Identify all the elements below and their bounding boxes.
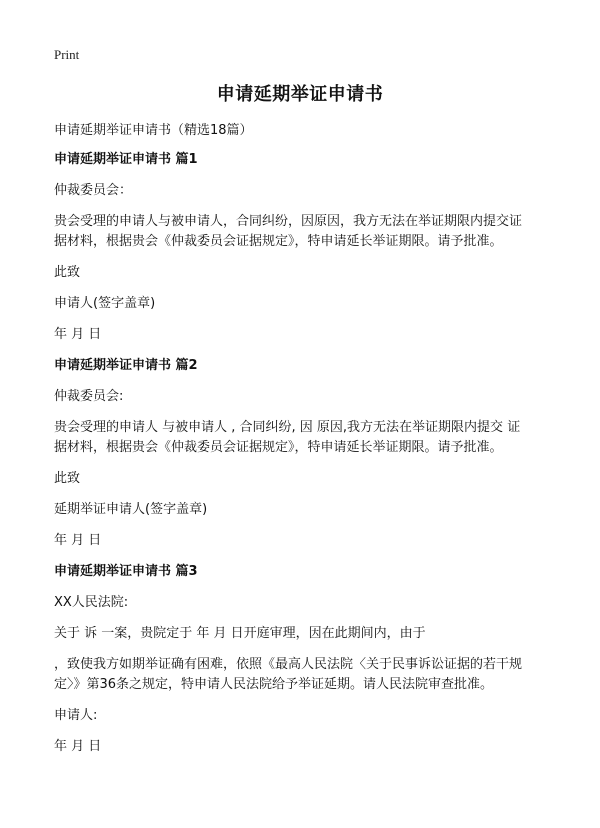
body-paragraph (54, 212, 554, 252)
text-line: XX人民法院: (54, 595, 129, 610)
signature-line (54, 294, 554, 314)
text-line: 申请人(签字盖章) (54, 296, 156, 311)
section-heading: 申请延期举证申请书 篇1 (54, 152, 198, 167)
signature-line (54, 706, 554, 726)
text-line: 延期举证申请人(签字盖章) (54, 502, 208, 517)
print-label: Print (54, 47, 80, 62)
text-line: 贵会受理的申请人 与被申请人 , 合同纠纷, 因 原因,我方无法在举证期限内提交 证 (54, 420, 521, 435)
addressee (54, 181, 554, 201)
section-3 (54, 562, 554, 757)
closing (54, 263, 554, 283)
text-line: 此致 (54, 265, 81, 280)
text-line: 贵会受理的申请人与被申请人，合同纠纷，因原因，我方无法在举证期限内提交证 (54, 214, 523, 229)
document-subtitle: 申请延期举证申请书（精选18篇） (54, 123, 253, 138)
text-line: 定〉》第36条之规定，特申请人民法院给予举证延期。请人民法院审查批准。 (54, 677, 494, 692)
section-heading: 申请延期举证申请书 篇2 (54, 358, 198, 373)
section-2 (54, 356, 554, 551)
body-paragraph (54, 418, 554, 458)
text-line: 据材料，根据贵会《仲裁委员会证据规定》，特申请延长举证期限。请予批准。 (54, 440, 503, 455)
text-line: ，致使我方如期举证确有困难，依照《最高人民法院〈关于民事诉讼证据的若干规 (54, 657, 523, 672)
text-line: 据材料，根据贵会《仲裁委员会证据规定》，特申请延长举证期限。请予批准。 (54, 234, 503, 249)
document-title: 申请延期举证申请书 (216, 84, 384, 105)
text-line: 此致 (54, 471, 81, 486)
text-line: 年 月 日 (54, 327, 102, 342)
date-line (54, 531, 554, 551)
addressee (54, 387, 554, 407)
text-line: 仲裁委员会： (54, 183, 133, 198)
text-line: 年 月 日 (54, 533, 102, 548)
date-line (54, 325, 554, 345)
section-heading: 申请延期举证申请书 篇3 (54, 564, 198, 579)
body-paragraph (54, 655, 554, 695)
text-line: 仲裁委员会: (54, 389, 124, 404)
section-1 (54, 150, 554, 345)
text-line: 关于 诉 一案，贵院定于 年 月 日开庭审理，因在此期间内，由于 (54, 626, 426, 641)
text-line: 申请人: (54, 708, 98, 723)
body-paragraph (54, 624, 554, 644)
date-line (54, 737, 554, 757)
addressee (54, 593, 554, 613)
document-body (54, 121, 554, 768)
signature-line (54, 500, 554, 520)
closing (54, 469, 554, 489)
text-line: 年 月 日 (54, 739, 102, 754)
